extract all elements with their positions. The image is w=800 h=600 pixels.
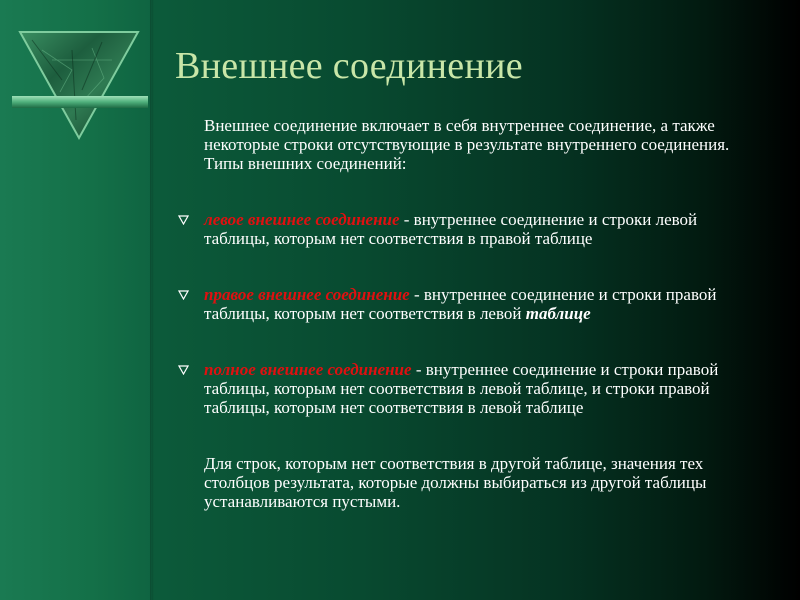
slide-content [176,116,746,511]
chevron-down-icon [176,285,190,304]
slide-title: Внешнее соединение [175,45,523,87]
list-item [176,285,746,323]
term-full-outer-join: полное внешнее соединение [204,360,412,379]
green-marble-triangle-logo [12,30,148,150]
item-description: - внутреннее соединение и строки правой таблицы, которым нет соответствия в левой таблице, и строки правой таблицы, которым нет соответствия в левой таблице [204,360,719,417]
item-description: - внутреннее соединение и строки левой таблицы, которым нет соответствия в правой таблице [204,210,698,248]
band-edge-shadow [150,0,154,600]
intro-paragraph: Внешнее соединение включает в себя внутреннее соединение, а также некоторые строки отсутствующие в результате внутреннего соединения. Типы внешних соединений: [204,116,730,173]
term-left-outer-join: левое внешнее соединение [204,210,400,229]
list-item [176,360,746,417]
conclusion-paragraph: Для строк, которым нет соответствия в другой таблице, значения тех столбцов результата, которые должны выбираться из другой таблицы устанавливаются пустыми. [204,454,707,511]
chevron-down-icon [176,360,190,379]
item-emphasis: таблице [525,304,591,323]
list-item [176,210,746,248]
chevron-down-icon [176,210,190,229]
item-description: - внутреннее соединение и строки правой таблицы, которым нет соответствия в левой [204,285,717,323]
term-right-outer-join: правое внешнее соединение [204,285,410,304]
